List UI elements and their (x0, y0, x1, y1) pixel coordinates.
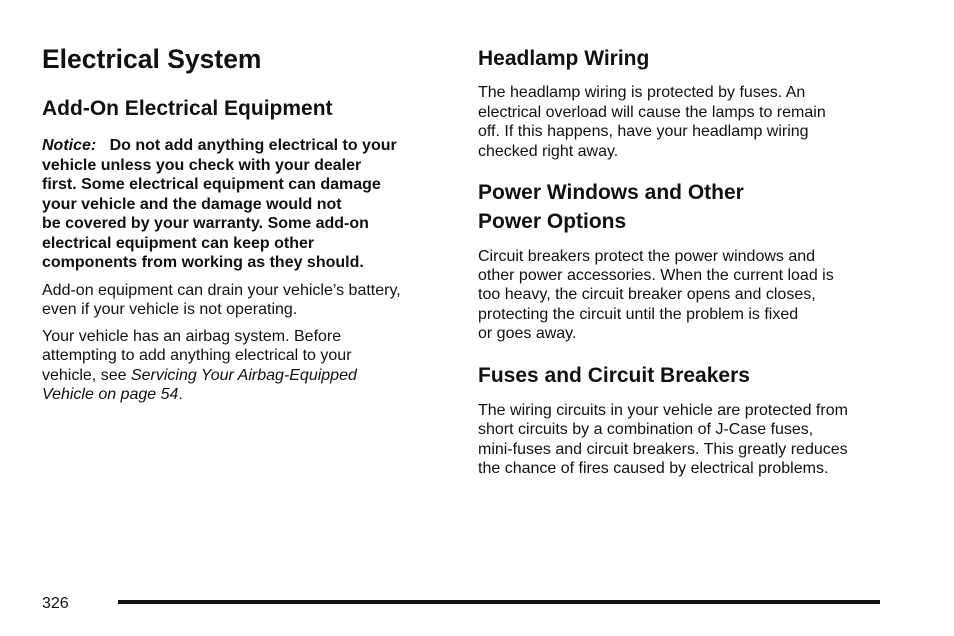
headlamp-text-1: The headlamp wiring is protected by fuses. An (478, 84, 806, 101)
footer-rule (118, 600, 880, 604)
section-heading-fuses: Fuses and Circuit Breakers (478, 364, 750, 387)
fuses-text-4: the chance of fires caused by electrical problems. (478, 460, 829, 477)
power-text-4: protecting the circuit until the problem is fixed (478, 306, 799, 323)
power-text-2: other power accessories. When the current load is (478, 267, 834, 284)
power-text-1: Circuit breakers protect the power windows and (478, 248, 816, 265)
airbag-text-prefix: vehicle, see (42, 367, 131, 384)
notice-line-2: vehicle unless you check with your dealer (42, 157, 362, 174)
fuses-text-1: The wiring circuits in your vehicle are protected from (478, 402, 848, 419)
power-text-3: too heavy, the circuit breaker opens and closes, (478, 286, 816, 303)
airbag-text-suffix: . (178, 386, 183, 403)
headlamp-text-4: checked right away. (478, 143, 619, 160)
notice-line-7: components from working as they should. (42, 254, 364, 271)
notice-line-1 (42, 136, 397, 156)
notice-line-4: your vehicle and the damage would not (42, 196, 342, 213)
body-text-airbag-2: attempting to add anything electrical to your (42, 347, 352, 364)
body-text-battery-2: even if your vehicle is not operating. (42, 301, 298, 318)
page-number: 326 (42, 595, 69, 612)
notice-line-3: first. Some electrical equipment can damage (42, 176, 381, 193)
notice-line-6: electrical equipment can keep other (42, 235, 315, 252)
power-text-5: or goes away. (478, 325, 577, 342)
body-text-airbag-4 (42, 385, 183, 405)
section-heading-power-windows-1: Power Windows and Other (478, 181, 744, 204)
fuses-text-3: mini-fuses and circuit breakers. This greatly reduces (478, 441, 848, 458)
airbag-reference-link-2[interactable]: Vehicle on page 54 (42, 386, 179, 403)
notice-text-1: Do not add anything electrical to your (109, 137, 397, 154)
body-text-airbag-1: Your vehicle has an airbag system. Before (42, 328, 342, 345)
notice-line-5: be covered by your warranty. Some add-on (42, 215, 369, 232)
fuses-text-2: short circuits by a combination of J-Case fuses, (478, 421, 814, 438)
section-heading-add-on-equipment: Add-On Electrical Equipment (42, 97, 333, 120)
headlamp-text-2: electrical overload will cause the lamps to remain (478, 104, 826, 121)
section-heading-headlamp-wiring: Headlamp Wiring (478, 47, 650, 70)
headlamp-text-3: off. If this happens, have your headlamp wiring (478, 123, 809, 140)
page-title: Electrical System (42, 44, 262, 74)
body-text-airbag-3 (42, 366, 357, 386)
notice-label: Notice: (42, 137, 97, 154)
airbag-reference-link-1[interactable]: Servicing Your Airbag-Equipped (130, 367, 357, 384)
body-text-battery-1: Add-on equipment can drain your vehicle’s battery, (42, 282, 401, 299)
section-heading-power-windows-2: Power Options (478, 210, 627, 233)
